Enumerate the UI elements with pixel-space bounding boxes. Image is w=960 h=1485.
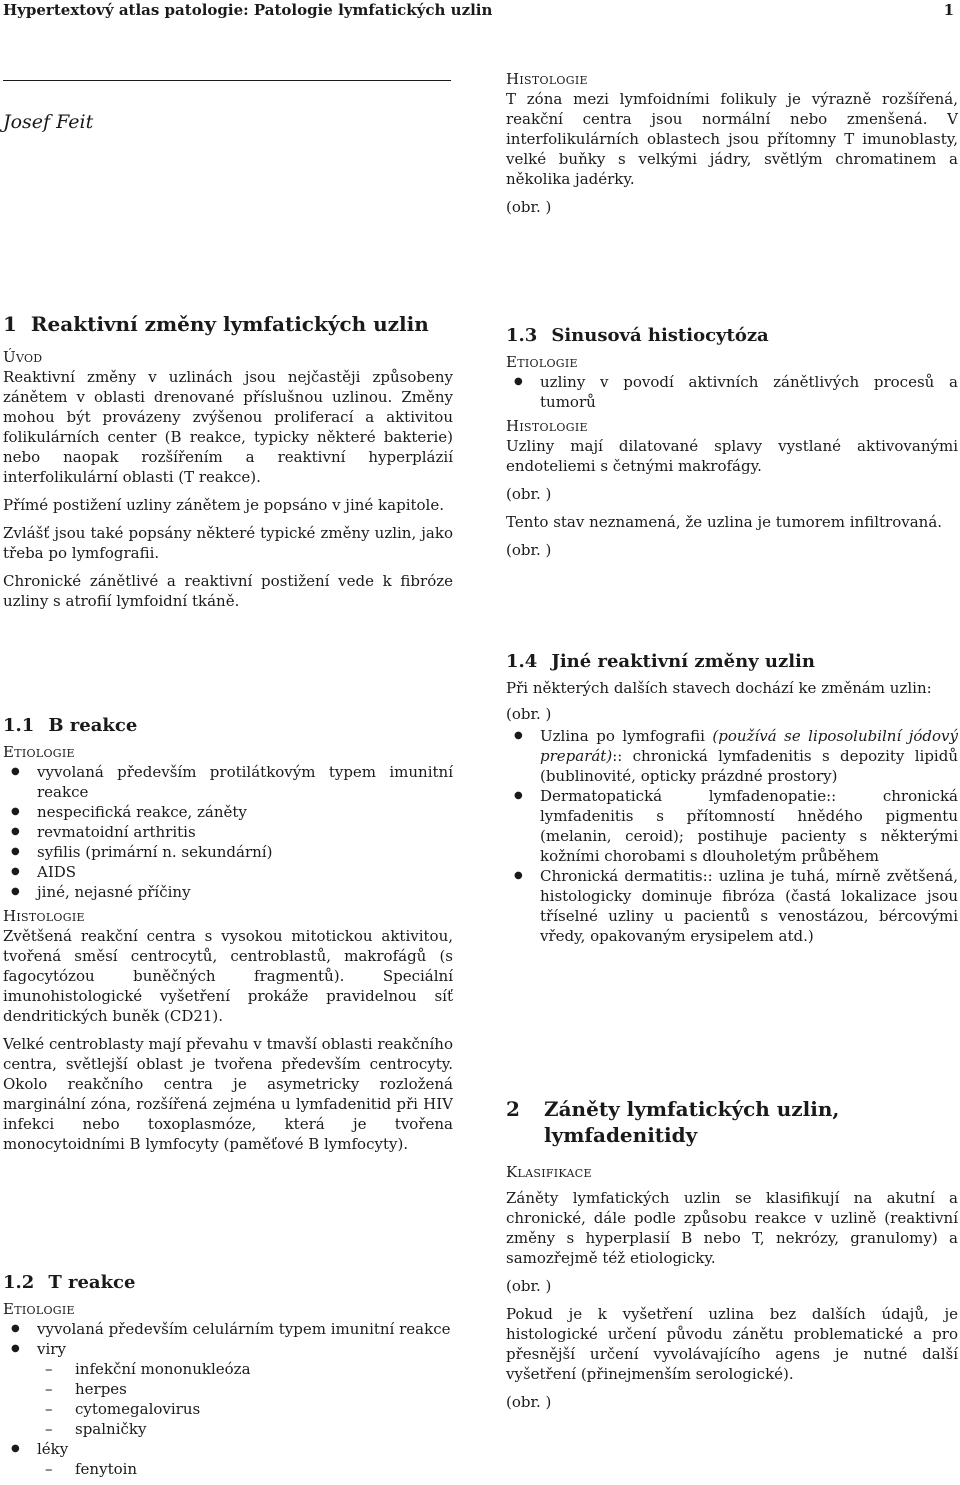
section-1-3-number: 1.3 [506, 325, 538, 346]
list-item [506, 726, 958, 786]
section-1-2-number: 1.2 [3, 1272, 35, 1293]
intro-label: Úvod [3, 348, 43, 366]
list-item: ● vyvolaná především celulárním typem imunitní reakce [3, 1319, 453, 1339]
section-1-2-title: T reakce [48, 1272, 136, 1293]
section-2-title: Záněty lymfatických uzlin, lymfadenitidy [544, 1097, 840, 1147]
list-item: ● jiné, nejasné příčiny [3, 882, 453, 902]
list-item: ● uzliny v povodí aktivních zánětlivých procesů a tumorů [506, 372, 958, 412]
list-item: ● Chronická dermatitis:: uzlina je tuhá, mírně zvětšená, histologicky dominuje fibróza (častá lokalizace jsou tříselné uzliny u pacientů s venostázou, bércovými vředy, opakovaným erysipelem atd.) [506, 866, 958, 946]
section-1-3 [506, 324, 958, 568]
section-2-paragraph-2: Pokud je k vyšetření uzlina bez dalších údajů, je histologické určení původu zánětu problematické a pro přesnější určení vyvolávajícího agens je nutné další vyšetření (přinejmenším serologické). [506, 1305, 958, 1383]
section-1-paragraph-4: Chronické zánětlivé a reaktivní postižení vede k fibróze uzliny s atrofií lymfoidní tkáně. [3, 572, 453, 610]
section-1-3-paragraph-2: Tento stav neznamená, že uzlina je tumorem infiltrovaná. [506, 513, 943, 531]
list-item-text: :: chronická lymfadenitis s depozity lipidů (bublinovité, opticky prázdné prostory) [540, 747, 958, 785]
sub-list-item: – infekční mononukleóza [3, 1359, 453, 1379]
section-1-4-number: 1.4 [506, 651, 538, 672]
b-reaction-etiology-list [3, 762, 453, 902]
section-1-3-title: Sinusová histiocytóza [551, 325, 769, 346]
section-1-2 [3, 1271, 453, 1479]
other-changes-list [506, 726, 958, 946]
figure-link[interactable]: (obr. ) [506, 705, 552, 723]
etiology-label: Etiologie [506, 353, 578, 371]
section-1 [3, 311, 453, 619]
histology-label: Histologie [3, 907, 85, 925]
list-item: ● Dermatopatická lymfadenopatie:: chronická lymfadenitis s přítomností hnědého pigmentu (melanin, ceroid); postihuje pacienty s některými kožními chorobami s dlouholetým průběhem [506, 786, 958, 866]
figure-link[interactable]: (obr. ) [506, 1277, 552, 1295]
histology-label: Histologie [506, 70, 588, 88]
section-1-paragraph-3: Zvlášť jsou také popsány některé typické změny uzlin, jako třeba po lymfografii. [3, 524, 453, 562]
section-1-1-paragraph-2: Velké centroblasty mají převahu v tmavší oblasti reakčního centra, světlejší oblast je tvořena především centrocyty. Okolo reakčního centra je asymetricky rozložená marginální zóna, rozšířená zejména u lymfadenitid při HIV infekci nebo toxoplasmóze, která je tvořena monocytoidními B lymfocyty (paměťové B lymfocyty). [3, 1035, 453, 1153]
section-1-4-title: Jiné reaktivní změny uzlin [551, 651, 815, 672]
figure-link[interactable]: (obr. ) [506, 198, 552, 216]
t-reaction-etiology-list [3, 1319, 453, 1479]
section-2-number: 2 [506, 1097, 520, 1121]
etiology-label: Etiologie [3, 743, 75, 761]
classification-label: Klasifikace [506, 1163, 592, 1181]
list-item-term: Uzlina po lymfografii [540, 727, 705, 745]
section-1-title: Reaktivní změny lymfatických uzlin [30, 312, 429, 336]
histology-text: T zóna mezi lymfoidními folikuly je výrazně rozšířená, reakční centra jsou normální nebo zmenšená. V interfolikulárních oblastech jsou přítomny T imunoblasty, velké buňky s velkými jádry, světlým chromatinem a několika jadérky. [506, 90, 958, 188]
section-1-2-heading [3, 1271, 453, 1295]
list-item: ● syfilis (primární n. sekundární) [3, 842, 453, 862]
section-2 [506, 1096, 958, 1420]
list-item-note: (používá se liposolubilní jódový preparát) [540, 727, 958, 765]
section-1-1-paragraph-1: Zvětšená reakční centra s vysokou mitotickou aktivitou, tvořená směsí centrocytů, centroblastů, makrofágů (s fagocytózou buněčných fragmentů). Speciální imunohistologické vyšetření prokáže pravidelnou síť dendritických buněk (CD21). [3, 927, 453, 1025]
sub-list-item: – fenytoin [3, 1459, 453, 1479]
figure-link[interactable]: (obr. ) [506, 541, 552, 559]
sub-list-item: – herpes [3, 1379, 453, 1399]
section-1-4-heading [506, 650, 958, 674]
figure-link[interactable]: (obr. ) [506, 485, 552, 503]
section-1-3-paragraph-1: Uzliny mají dilatované splavy vystlané aktivovanými endoteliemi s četnými makrofágy. [506, 437, 958, 475]
sub-list-item: – cytomegalovirus [3, 1399, 453, 1419]
author-rule [3, 80, 451, 81]
figure-link[interactable]: (obr. ) [506, 1393, 552, 1411]
section-1-1-title: B reakce [48, 715, 138, 736]
intro-histology-block [506, 69, 958, 225]
section-1-4 [506, 650, 958, 946]
section-1-paragraph-1: Reaktivní změny v uzlinách jsou nejčastěji způsobeny zánětem v oblasti drenované příslušnou uzlinou. Změny mohou být provázeny zvýšenou proliferací a aktivitou folikulárních center (B reakce, typicky některé bakterie) nebo naopak rozšířením a reaktivní hyperplázií interfolikulární oblasti (T reakce). [3, 368, 453, 486]
etiology-label: Etiologie [3, 1300, 75, 1318]
sub-list-item: – spalničky [3, 1419, 453, 1439]
page-number: 1 [943, 1, 954, 19]
histiocytosis-etiology-list [506, 372, 958, 412]
section-1-1 [3, 714, 453, 1162]
list-item: ● vyvolaná především protilátkovým typem imunitní reakce [3, 762, 453, 802]
section-1-heading [3, 311, 453, 337]
section-1-paragraph-2: Přímé postižení uzliny zánětem je popsáno v jiné kapitole. [3, 496, 444, 514]
author-name: Josef Feit [3, 111, 94, 133]
running-header-title: Hypertextový atlas patologie: Patologie lymfatických uzlin [3, 1, 493, 19]
section-2-heading [506, 1096, 958, 1148]
histology-label: Histologie [506, 417, 588, 435]
list-item: ● nespecifická reakce, záněty [3, 802, 453, 822]
list-item: ● AIDS [3, 862, 453, 882]
list-item: ● léky [3, 1439, 453, 1459]
section-1-4-intro: Při některých dalších stavech dochází ke změnám uzlin: [506, 679, 932, 697]
section-1-1-heading [3, 714, 453, 738]
list-item: ● viry [3, 1339, 453, 1359]
list-item: ● revmatoidní arthritis [3, 822, 453, 842]
section-1-number: 1 [3, 312, 17, 336]
section-1-3-heading [506, 324, 958, 348]
section-1-1-number: 1.1 [3, 715, 35, 736]
section-2-paragraph-1: Záněty lymfatických uzlin se klasifikují na akutní a chronické, dále podle způsobu reakce v uzlině (reaktivní změny s hyperplasií B nebo T, nekrózy, granulomy) a samozřejmě též etiologicky. [506, 1189, 958, 1267]
